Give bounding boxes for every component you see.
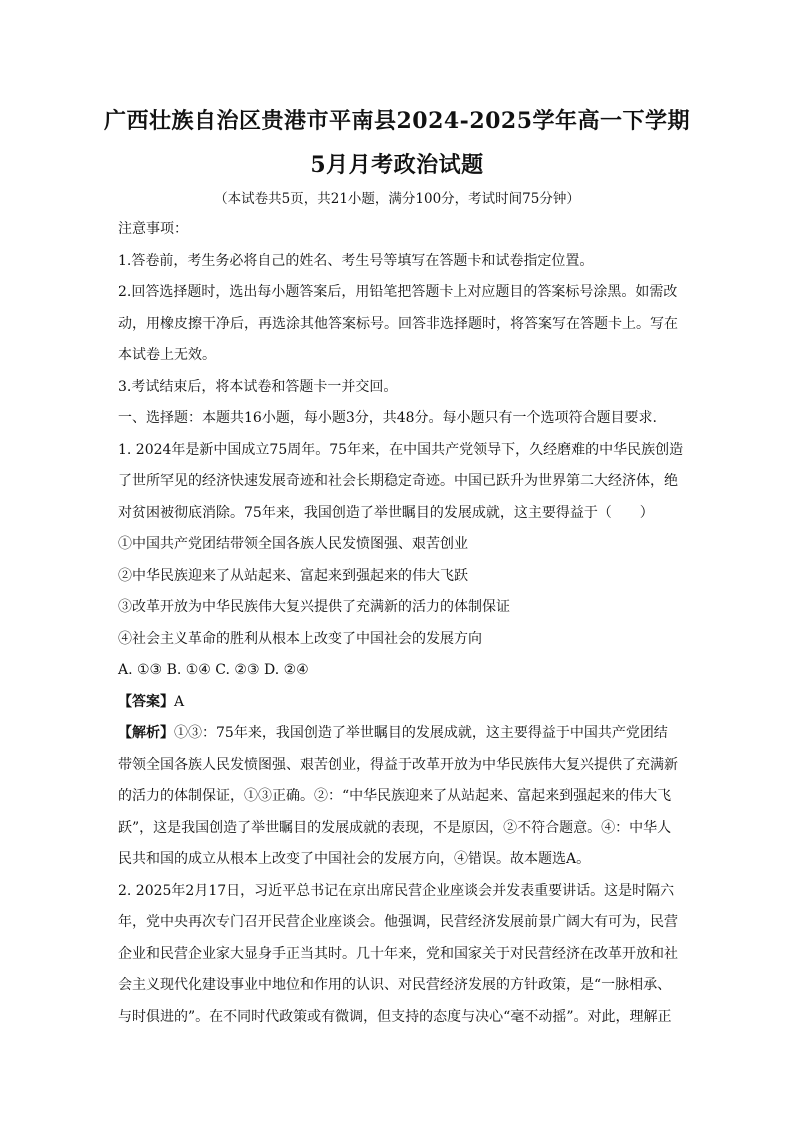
q1-analysis-line4: 跃”，这是我国创造了举世瞩目的发展成就的表现，不是原因，②不符合题意。④：中华人 xyxy=(118,819,672,836)
note-item-1: 1.答卷前，考生务必将自己的姓名、考生号等填写在答题卡和试卷指定位置。 xyxy=(118,252,594,269)
q2-stem-line2: 年，党中央再次专门召开民营企业座谈会。他强调，民营经济发展前景广阔大有可为，民营 xyxy=(118,914,678,930)
q1-option-2: ②中华民族迎来了从站起来、富起来到强起来的伟大飞跃 xyxy=(118,567,468,584)
analysis-label: 【解析】 xyxy=(118,725,174,741)
note-item-2-line2: 动，用橡皮擦干净后，再选涂其他答案标号。回答非选择题时，将答案写在答题卡上。写在 xyxy=(118,315,678,332)
document-body xyxy=(118,214,684,1033)
q1-option-3: ③改革开放为中华民族伟大复兴提供了充满新的活力的体制保证 xyxy=(118,599,510,615)
q1-analysis-line2: 带领全国各族人民发愤图强、艰苦创业，得益于改革开放为中华民族伟大复兴提供了充满新 xyxy=(118,756,678,773)
exam-info: （本试卷共5页，共21小题，满分100分，考试时间75分钟） xyxy=(214,191,580,207)
note-item-3: 3.考试结束后，将本试卷和答题卡一并交回。 xyxy=(118,378,398,395)
note-item-2-line1: 2.回答选择题时，选出每小题答案后，用铅笔把答题卡上对应题目的答案标号涂黑。如需改 xyxy=(118,284,678,300)
page-title-line1: 广西壮族自治区贵港市平南县2024-2025学年高一下学期 xyxy=(103,108,691,134)
q1-stem-line3: 对贫困被彻底消除。75年来，我国创造了举世瞩目的发展成就，这主要得益于（ ） xyxy=(118,504,654,521)
q1-analysis-line1 xyxy=(118,718,678,750)
answer-label: 【答案】 xyxy=(118,693,174,710)
q1-analysis-line3: 的活力的体制保证，①③正确。②：“中华民族迎来了从站起来、富起来到强起来的伟大飞 xyxy=(118,788,672,804)
q2-stem-line4: 会主义现代化建设事业中地位和作用的认识、对民营经济发展的方针政策，是“一脉相承、 xyxy=(118,977,672,993)
q2-stem-line3: 企业和民营企业家大显身手正当其时。几十年来，党和国家关于对民营经济在改革开放和社 xyxy=(118,945,678,962)
q1-stem-line2: 了世所罕见的经济快速发展奇迹和社会长期稳定奇迹。中国已跃升为世界第二大经济体，绝 xyxy=(118,473,678,489)
note-item-2-line3: 本试卷上无效。 xyxy=(118,347,216,363)
section-heading: 一、选择题：本题共16小题，每小题3分，共48分。每小题只有一个选项符合题目要求. xyxy=(118,410,657,426)
q1-answer xyxy=(118,687,678,719)
q1-stem-line1: 1. 2024年是新中国成立75周年。75年来，在中国共产党领导下，久经磨难的中华民族创造 xyxy=(118,441,684,458)
q2-stem-line5: 与时俱进的”。在不同时代政策或有微调，但支持的态度与决心“毫不动摇”。对此，理解正 xyxy=(118,1008,672,1025)
q2-stem-line1: 2. 2025年2月17日，习近平总书记在京出席民营企业座谈会并发表重要讲话。这是时隔六 xyxy=(118,882,675,899)
page-title-line2: 5月月考政治试题 xyxy=(310,152,484,178)
answer-value: A xyxy=(174,693,185,710)
q1-choices: A. ①③ B. ①④ C. ②③ D. ②④ xyxy=(118,662,309,678)
q1-option-1: ①中国共产党团结带领全国各族人民发愤图强、艰苦创业 xyxy=(118,536,468,552)
analysis-text: ①③：75年来，我国创造了举世瞩目的发展成就，这主要得益于中国共产党团结 xyxy=(174,725,668,741)
q1-analysis-line5: 民共和国的成立从根本上改变了中国社会的发展方向，④错误。故本题选A。 xyxy=(118,851,591,867)
q1-option-4: ④社会主义革命的胜利从根本上改变了中国社会的发展方向 xyxy=(118,630,482,647)
notes-heading: 注意事项： xyxy=(118,221,188,237)
